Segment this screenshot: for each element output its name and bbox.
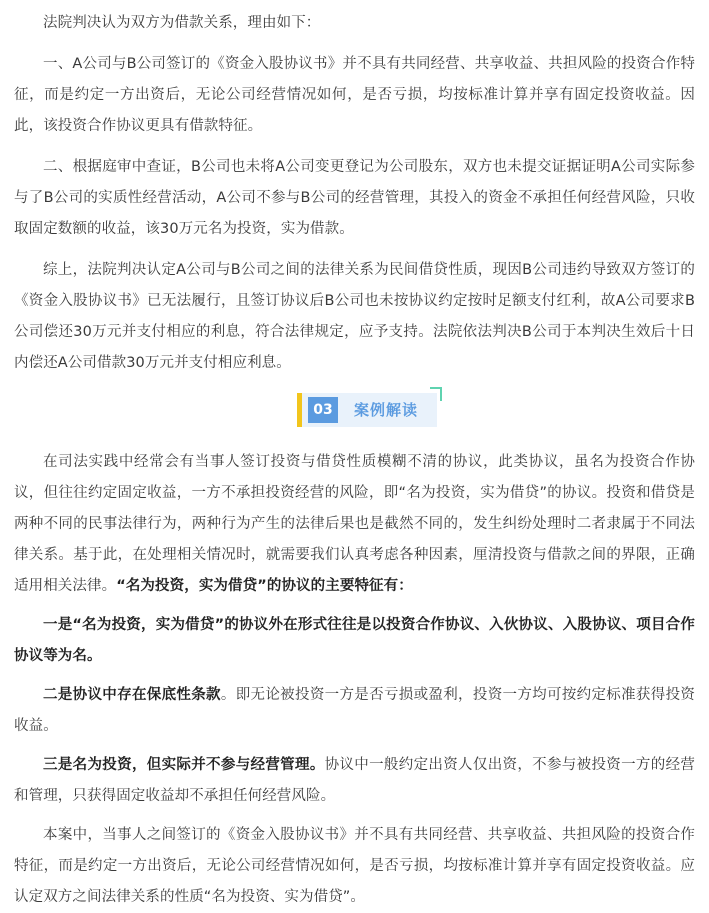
reason-one-paragraph: 一、A公司与B公司签订的《资金入股协议书》并不具有共同经营、共享收益、共担风险的投资合作特征，而是约定一方出资后，无论公司经营情况如何，是否亏损，均按标准计算并享有固定投资收益。因此，该投资合作协议更具有借款特征。 (14, 56, 695, 134)
conclusion-paragraph: 综上，法院判决认定A公司与B公司之间的法律关系为民间借贷性质，现因B公司违约导致双方签订的《资金入股协议书》已无法履行，且签订协议后B公司也未按协议约定按时足额支付红利，故A公司要求B公司偿还30万元并支付相应的利息，符合法律规定，应予支持。法院依法判决B公司于本判决生效后十日内偿还A公司借款30万元并支付相应利息。 (14, 262, 695, 371)
feature-two-text: 。即无论被投资一方是否亏损或盈利，投资一方均可按约定标准获得投资收益。 (14, 687, 696, 734)
intro-paragraph: 法院判决认为双方为借款关系，理由如下： (43, 15, 321, 31)
section-accent-bar (297, 393, 302, 427)
feature-two-bold: 二是协议中存在保底性条款 (43, 687, 221, 703)
section-number: 03 (308, 397, 338, 423)
analysis-bold-tail: “名为投资，实为借贷”的协议的主要特征有： (116, 578, 413, 594)
feature-three-text: 协议中一般约定出资人仅出资，不参与被投资一方的经营和管理，只获得固定收益却不承担任何经营风险。 (14, 757, 695, 804)
feature-one-paragraph (14, 610, 695, 672)
feature-one-bold: 一是“名为投资，实为借贷”的协议外在形式往往是以投资合作协议、入伙协议、入股协议、项目合作协议等为名。 (14, 617, 695, 664)
feature-two-paragraph (14, 680, 695, 742)
section-title: 案例解读 (354, 401, 419, 419)
feature-three-bold: 三是名为投资，但实际并不参与经营管理。 (43, 757, 325, 773)
case-summary-paragraph: 本案中，当事人之间签订的《资金入股协议书》并不具有共同经营、共享收益、共担风险的投资合作特征，而是约定一方出资后，无论公司经营情况如何，是否亏损，均按标准计算并享有固定投资收益。应认定双方之间法律关系的性质“名为投资、实为借贷”。 (14, 827, 695, 905)
feature-three-paragraph (14, 750, 695, 812)
analysis-paragraph (14, 447, 695, 602)
corner-decoration-vertical (440, 387, 442, 401)
analysis-text: 在司法实践中经常会有当事人签订投资与借贷性质模糊不清的协议，此类协议，虽名为投资合作协议，但往往约定固定收益，一方不承担投资经营的风险，即“名为投资，实为借贷”的协议。投资和借贷是两种不同的民事法律行为，两种行为产生的法律后果也是截然不同的，发生纠纷处理时二者隶属于不同法律关系。基于此，在处理相关情况时，就需要我们认真考虑各种因素，厘清投资与借款之间的界限，正确适用相关法律。 (14, 454, 695, 594)
reason-two-paragraph: 二、根据庭审中查证，B公司也未将A公司变更登记为公司股东，双方也未提交证据证明A公司实际参与了B公司的实质性经营活动，A公司不参与B公司的经营管理，其投入的资金不承担任何经营风险，只收取固定数额的收益，该30万元名为投资，实为借款。 (14, 159, 695, 237)
section-header (14, 385, 695, 437)
